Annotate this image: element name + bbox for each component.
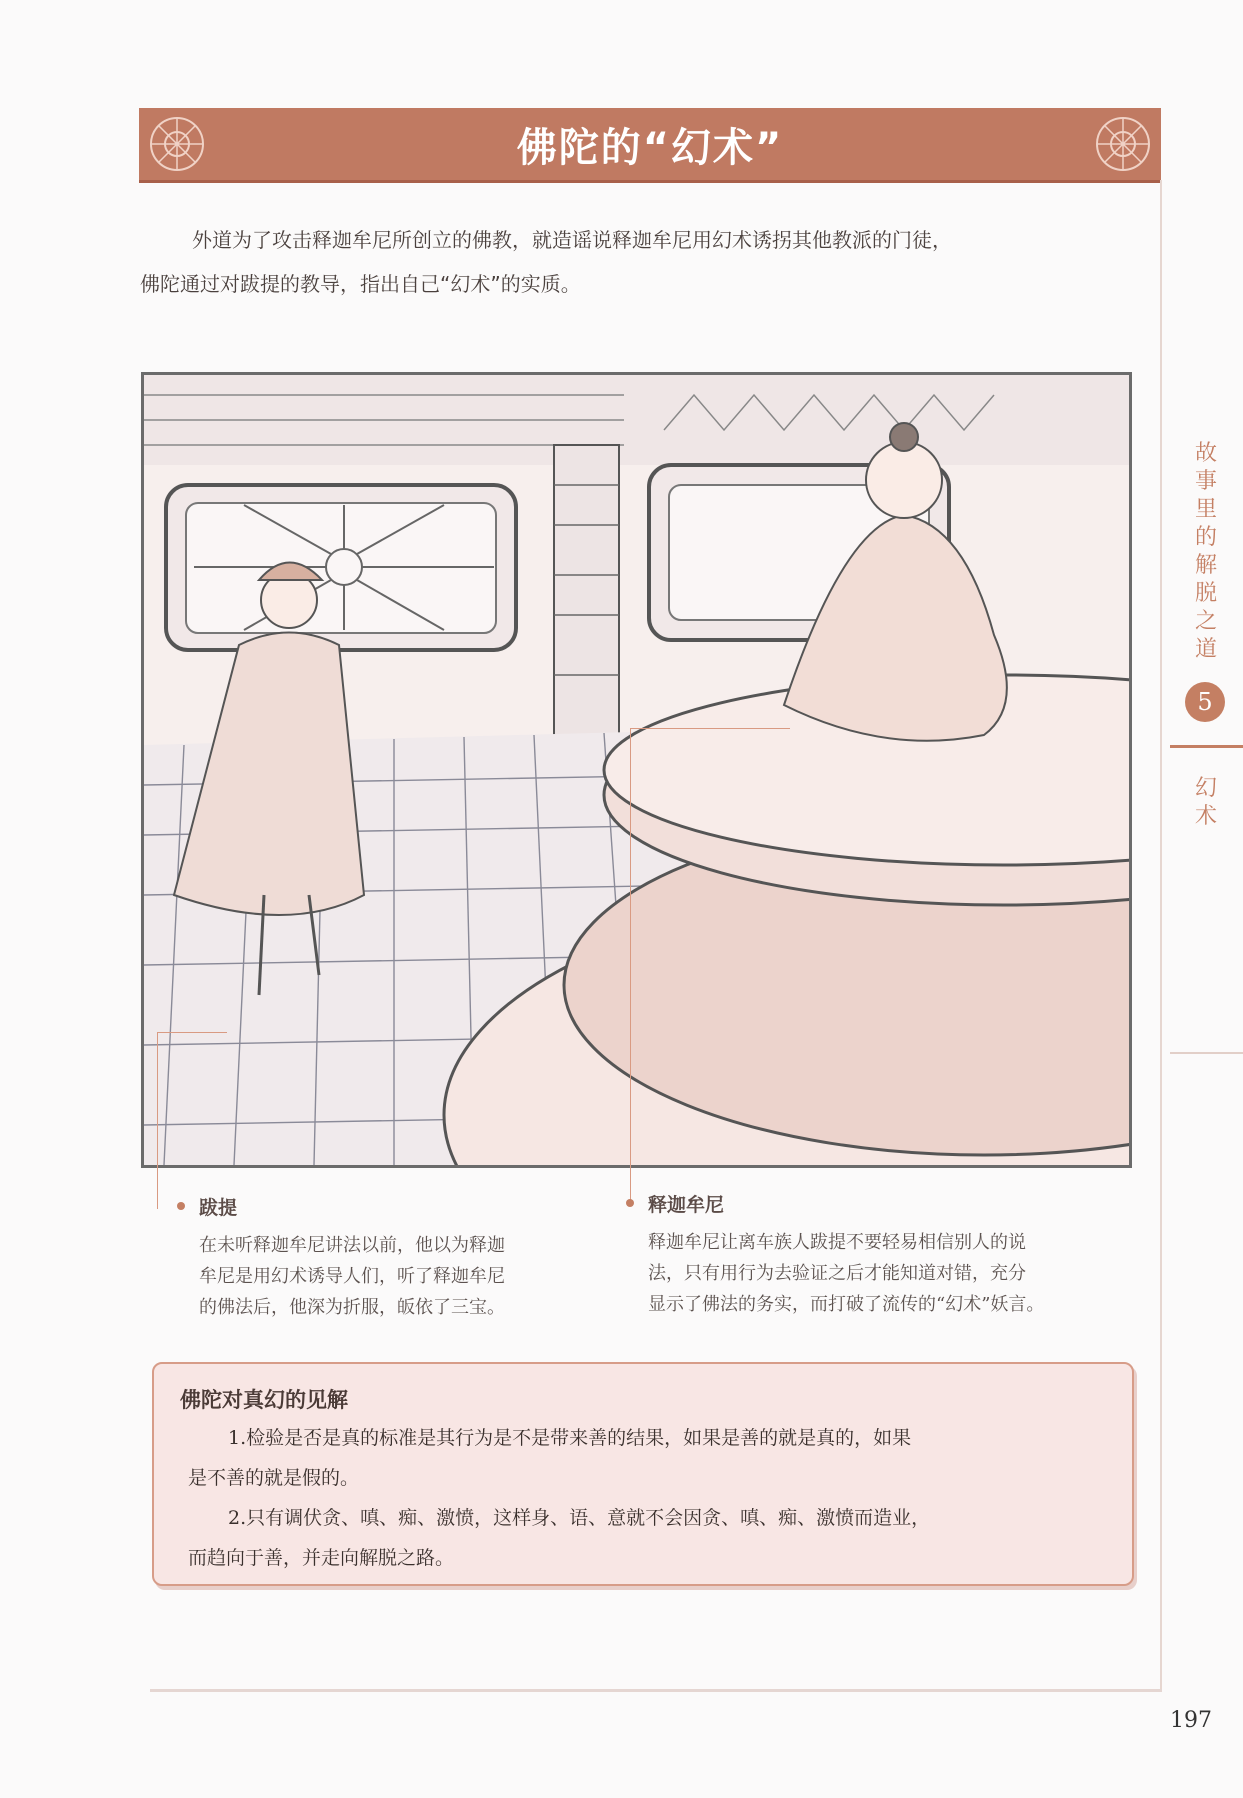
caption-shakyamuni xyxy=(648,1190,1138,1320)
caption-title: 跋提 xyxy=(199,1197,238,1219)
caption-line: 的佛法后，他深为折服，皈依了三宝。 xyxy=(199,1297,505,1318)
view-box-body xyxy=(188,1418,1108,1578)
title-banner xyxy=(139,108,1161,183)
page-title: 佛陀的“幻术” xyxy=(516,125,784,171)
view-point-2: 2.只有调伏贪、嗔、痴、激愤，这样身、语、意就不会因贪、嗔、痴、激愤而造业， xyxy=(228,1507,931,1529)
view-point-1-cont: 是不善的就是假的。 xyxy=(188,1467,360,1489)
caption-line: 牟尼是用幻术诱导人们，听了释迦牟尼 xyxy=(199,1266,505,1287)
chapter-side-tab xyxy=(1170,0,1243,1798)
caption-line: 释迦牟尼让离车族人跋提不要轻易相信别人的说 xyxy=(648,1232,1026,1253)
chapter-number: 5 xyxy=(1185,682,1225,722)
chapter-title: 故事里的解脱之道 xyxy=(1194,441,1217,662)
leader-line-buddha xyxy=(630,728,631,1206)
view-point-1: 1.检验是否是真的标准是其行为是不是带来善的结果，如果是善的就是真的，如果 xyxy=(228,1427,912,1449)
intro-paragraph xyxy=(140,218,1140,306)
illustration xyxy=(141,372,1132,1168)
caption-line: 法，只有用行为去验证之后才能知道对错，充分 xyxy=(648,1263,1026,1284)
bullet-icon xyxy=(177,1202,185,1210)
tab-divider-lower xyxy=(1170,1052,1243,1054)
caption-line: 显示了佛法的务实，而打破了流传的“幻术”妖言。 xyxy=(648,1294,1045,1315)
frame-divider xyxy=(1160,180,1162,1690)
lotus-wheel-icon xyxy=(1093,114,1153,174)
page-number: 197 xyxy=(1170,1708,1212,1733)
tab-divider xyxy=(1170,745,1243,748)
view-box xyxy=(152,1362,1134,1586)
leader-line-badi xyxy=(157,1032,158,1209)
footer-rule xyxy=(150,1689,1162,1692)
leader-line-badi-h xyxy=(157,1032,227,1033)
illustration-drawing xyxy=(144,375,1129,1165)
caption-badi xyxy=(199,1193,599,1323)
leader-line-buddha-h xyxy=(630,728,790,729)
caption-line: 在未听释迦牟尼讲法以前，他以为释迦 xyxy=(199,1235,505,1256)
intro-line-2: 佛陀通过对跋提的教导，指出自己“幻术”的实质。 xyxy=(140,272,581,296)
view-box-title: 佛陀对真幻的见解 xyxy=(180,1388,348,1412)
view-point-2-cont: 而趋向于善，并走向解脱之路。 xyxy=(188,1547,455,1569)
intro-line-1: 外道为了攻击释迦牟尼所创立的佛教，就造谣说释迦牟尼用幻术诱拐其他教派的门徒， xyxy=(192,228,952,252)
bullet-icon xyxy=(626,1199,634,1207)
caption-title: 释迦牟尼 xyxy=(648,1194,725,1216)
section-title: 幻术 xyxy=(1194,776,1217,829)
